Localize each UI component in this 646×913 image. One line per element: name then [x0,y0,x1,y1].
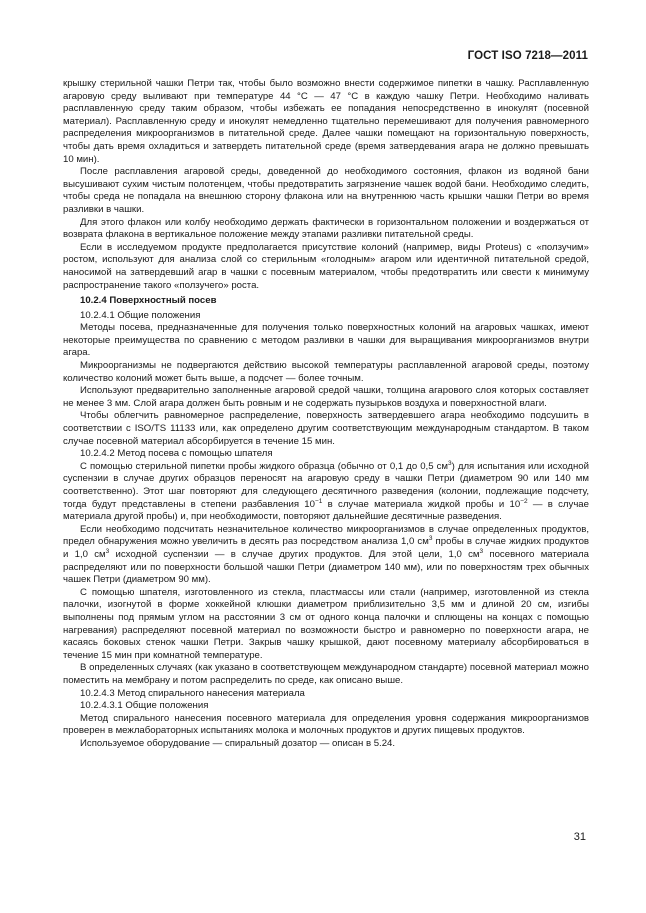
subsection-heading: 10.2.4.2 Метод посева с помощью шпателя [80,448,273,460]
superscript: 3 [448,459,452,467]
superscript: 3 [105,547,110,555]
text-run: в случае материала жидкой пробы и 10 [322,498,521,510]
superscript: −1 [314,497,323,505]
text-run: посевного материала распределяют или по поверхности большой чашки Петри (диаметром 140 мм), или по поверхностям трех обычных чашек Петри (диаметром 90 мм). [63,548,589,586]
paragraph: С помощью шпателя, изготовленного из стекла, пластмассы или стали (например, изготовленной из стекла палочки, изогнутой в форме хоккейной клюшки диаметром приблизительно 3,5 мм и длиной 20 см, изгибы выполнены под прямым углом на расстоянии 3 см от одного конца палочки и сплющены на концах с помощью нагревания) распределяют посевной материал по возможности быстро и равномерно по поверхности агара, не касаясь боковых стенок чашки Петри. Закрыв чашку крышкой, дают посевному материалу абсорбироваться в течение 15 мин при комнатной температуре. [63,586,589,661]
text-run: исходной суспензии — в случае других продуктов. Для этой цели, 1,0 см [109,548,480,560]
text-run: пробы в случае жидких продуктов и 1,0 см [63,536,589,560]
document-code-header: ГОСТ ISO 7218—2011 [467,50,588,62]
subsection-heading: 10.2.4.3 Метод спирального нанесения материала [80,687,305,699]
paragraph-with-superscripts [63,524,589,587]
paragraph: Для этого флакон или колбу необходимо держать фактически в горизонтальном положении и воздержаться от возврата флакона в вертикальное положение между этапами разливки питательной среды. [63,216,589,241]
paragraph: Чтобы облегчить равномерное распределение, поверхность затвердевшего агара необходимо подсушить в соответствии с ISO/TS 11133 или, как определено другим соответствующим международным стандартом. В таком случае посевной материал абсорбируется в течение 15 мин. [63,410,589,447]
section-heading: 10.2.4 Поверхностный посев [80,295,217,307]
text-run: ) для испытания или исходной суспензии в случае других образцов переносят на агаровую среду в чашки Петри (диаметром 90 или 140 мм соответственно). Этот шаг повторяют для следующего десятичного разведения (колонии, подлежащие подсчету, тогда будут представлены в степени разбавления 10 [63,460,589,510]
paragraph: Метод спирального нанесения посевного материала для определения уровня содержания микроорганизмов проверен в межлабораторных испытаниях молока и молочных продуктов и других пищевых продуктов. [63,712,589,737]
text-run: — в случае материала другой пробы) и, при необходимости, повторяют дальнейшие десятичные разведения. [63,498,589,523]
superscript: 3 [479,547,484,555]
document-body [63,78,589,750]
superscript: −2 [520,497,528,505]
paragraph-with-superscripts [63,461,589,524]
text-run: С помощью стерильной пипетки пробы жидкого образца (обычно от 0,1 до 0,5 см [80,460,448,472]
paragraph: Если в исследуемом продукте предполагается присутствие колоний (например, виды Proteus) с «ползучим» ростом, используют для анализа слой со стерильным «голодным» агаром или идентичной питательной средой, наносимой на затвердевший агар в чашки с посевным материалом, чтобы предотвратить или свести к минимуму распространение такого «ползучего» роста. [63,241,589,291]
page-number: 31 [573,831,586,843]
text-run: Если необходимо подсчитать незначительное количество микроорганизмов в случае определенных продуктов, предел обнаружения можно увеличить в десять раз посредством анализа 1,0 см [63,523,589,548]
paragraph: Используемое оборудование — спиральный дозатор — описан в 5.24. [80,737,396,749]
paragraph: Используют предварительно заполненные агаровой средой чашки, толщина агарового слоя которых составляет не менее 3 мм. Слой агара должен быть ровным и не содержать пузырьков воздуха и поверхностной влаги. [63,385,589,409]
paragraph: Методы посева, предназначенные для получения только поверхностных колоний на агаровых чашках, имеют некоторые преимущества по сравнению с методом разливки в чашки для выращивания микроорганизмов внутри агара. [63,322,589,359]
paragraph: После расплавления агаровой среды, доведенной до необходимого состояния, флакон из водяной бани высушивают сухим чистым полотенцем, чтобы предотвратить загрязнение чашек водой бани. Необходимо следить, чтобы среда не попадала на внешнюю сторону флакона или на внутреннюю часть крышки чашки Петри во время разливки в чашки. [63,166,589,215]
paragraph: В определенных случаях (как указано в соответствующем международном стандарте) посевной материал можно поместить на мембрану и потом распределить по среде, как описано выше. [63,662,589,686]
paragraph: крышку стерильной чашки Петри так, чтобы было возможно внести содержимое пипетки в чашку. Расплавленную агаровую среду выливают при температуре 44 °С — 47 °С в каждую чашку Петри. Необходимо наливать расплавленную среду таким образом, чтобы избежать ее попадания непосредственно в инокулят (посевной материал). Расплавленную среду и инокулят немедленно тщательно перемешивают для получения равномерного распределения микроорганизмов в питательной среде. Далее чашки помещают на горизонтальную поверхность, чтобы дать время охладиться и затвердеть питательной среде (время затвердевания агара не должно превышать 10 мин). [63,78,589,165]
subsection-heading: 10.2.4.3.1 Общие положения [80,700,209,712]
superscript: 3 [428,535,433,543]
subsection-heading: 10.2.4.1 Общие положения [80,309,201,321]
paragraph: Микроорганизмы не подвергаются действию высокой температуры расплавленной агаровой среды, поэтому количество колоний может быть выше, а подсчет — более точным. [63,360,589,384]
